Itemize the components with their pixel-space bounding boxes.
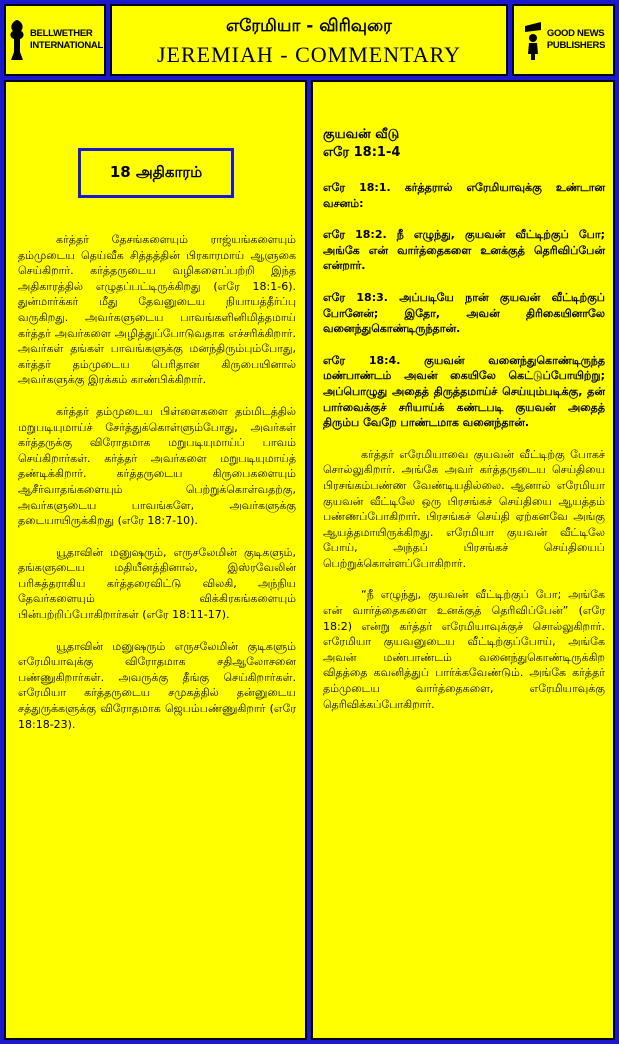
paragraph: கர்த்தர் தம்முடைய பிள்ளைகளை தம்மிடத்தில் மறுபடியுமாய்ச் சேர்த்துக்கொள்ளும்போது, அவர்கள் கர்த்தருக்கு விரோதமாக மறுபடியுமாய்ப் பாவம் செய்கிறார்கள். கர்த்தர் அவர்களை மறுபடியுமாய்த் தண்டிக்கிறார். கர்த்தருடைய கிருபைகளையும் ஆசீர்வாதங்களையும் பெற்றுக்கொள்வதற்கு, அவர்களுடைய பாவங்களே, அவர்களுக்கு தடையாயிருக்கிறது (எரே 18:7-10).	[18, 404, 296, 528]
title-english: JEREMIAH - COMMENTARY	[156, 42, 462, 67]
logo-right-line2: PUBLISHERS	[546, 40, 606, 51]
verse: எரே 18:4. குயவன் வனைந்துகொண்டிருந்த மண்பாண்டம் அவன் கையிலே கெட்டுப்போயிற்று; அப்பொழுது அதைத் திருத்தமாய்ச் செய்யும்படிக்கு, தன் பார்வைக்குச் சரியாய்க் கண்டபடி குயவன் அதைத் திரும்ப வேறே பாண்டமாக வனைந்தான்.	[323, 353, 605, 430]
paragraph: கர்த்தர் எரேமியாவை குயவன் வீட்டிற்கு போகச் சொல்லுகிறார். அங்கே அவர் கர்த்தருடைய செய்தியை பிரசங்கம்பண்ண வேண்டியதில்லை. ஆனால் எரேமியா குயவன் வீட்டிலே ஒரு பிரசங்கச் செய்தியை ஆயத்தம் பண்ணப்போகிறார். பிரசங்கச் செய்தி ஏற்கனவே அங்கு ஆயத்தமாயிருக்கிறது. எரேமியா குயவன் வீட்டிலே போய், அந்தப் பிரசங்கச் செய்தியைப் பெற்றுக்கொள்ளப்போகிறார்.	[323, 447, 605, 570]
title-tamil: எரேமியா - விரிவுரை	[226, 16, 392, 36]
section-title-line1: குயவன் வீடு	[323, 127, 400, 142]
paragraph: கர்த்தர் தேசங்களையும் ராஜ்யங்களையும் தம்முடைய தெய்வீக சித்தத்தின் பிரகாரமாய் ஆளுகை செய்கிறார். கர்த்தருடைய வழிகளைப்பற்றி இந்த அதிகாரத்தில் எழுதப்பட்டிருக்கிறது (எரே 18:1-6). துன்மார்க்கர் மீது தேவனுடைய நியாயத்தீர்ப்பு வருகிறது. அவர்களுடைய பாவங்களினிமித்தமாய் கர்த்தர் அவர்களை அழித்துப்போடுவதாக எச்சரிக்கிறார். அவர்கள் தங்கள் பாவங்களுக்கு மனந்திரும்பும்போது, கர்த்தர் தம்முடைய பெரிதான கிருபையினால் அவர்களுக்கு இரக்கம் காண்பிக்கிறார்.	[18, 233, 296, 387]
section-title	[323, 126, 605, 162]
bellwether-ram-icon	[7, 18, 27, 62]
chapter-heading: 18 அதிகாரம்	[78, 148, 234, 198]
good-news-herald-icon	[522, 18, 544, 62]
publisher-logo-right	[512, 4, 615, 76]
left-body	[18, 232, 296, 748]
paragraph: யூதாவின் மனுஷரும், எருசலேமின் குடிகளும், தங்களுடைய மதியீனத்தினால், இஸ்ரவேலின் பரிசுத்தராகிய கர்த்தரைவிட்டு விலகி, அந்நிய தேவர்களையும் விக்கிரகங்களையும் பின்பற்றிப்போகிறார்கள் (எரே 18:11-17).	[18, 545, 296, 622]
verse: எரே 18:3. அப்படியே நான் குயவன் வீட்டிற்குப் போனேன்; இதோ, அவன் திரிகையினாலே வனைந்துகொண்டிருந்தான்.	[323, 290, 605, 336]
header-title-box	[110, 4, 508, 76]
publisher-logo-left	[4, 4, 106, 76]
logo-left-line1: BELLWETHER	[30, 28, 93, 39]
verse: எரே 18:1. கர்த்தரால் எரேமியாவுக்கு உண்டான வசனம்:	[323, 181, 605, 210]
right-body	[323, 126, 605, 728]
logo-right-line1: GOOD NEWS	[546, 28, 605, 39]
left-column	[4, 80, 307, 1040]
verse: எரே 18:2. நீ எழுந்து, குயவன் வீட்டிற்குப் போ; அங்கே என் வார்த்தைகளை உனக்குத் தெரிவிப்பேன் என்றார்.	[323, 228, 605, 273]
right-column	[311, 80, 615, 1040]
paragraph: யூதாவின் மனுஷரும் எருசலேமின் குடிகளும் எரேமியாவுக்கு விரோதமாக சதிஆலோசனை பண்ணுகிறார்கள். அவருக்கு தீங்கு செய்கிறார்கள். எரேமியா கர்த்தருடைய சமுகத்தில் தன்னுடைய சத்துருக்களுக்கு விரோதமாக ஜெபம்பண்ணுகிறார் (எரே 18:18-23).	[18, 639, 296, 731]
section-title-line2: எரே 18:1-4	[323, 145, 401, 160]
logo-left-line2: INTERNATIONAL	[30, 40, 103, 51]
paragraph: “நீ எழுந்து, குயவன் வீட்டிற்குப் போ; அங்கே என் வார்த்தைகளை உனக்குத் தெரிவிப்பேன்” (எரே 18:2) என்று கர்த்தர் எரேமியாவுக்குச் சொல்லுகிறார். எரேமியா குயவனுடைய வீட்டிற்குப்போய், அங்கே அவன் மண்பாண்டம் வனைந்துகொண்டிருக்கிற விதத்தை கவனித்துப் பார்க்கவேண்டும். அங்கே கர்த்தர் தம்முடைய வார்த்தைகளை, எரேமியாவுக்கு தெரிவிக்கப்போகிறார்.	[323, 588, 605, 711]
